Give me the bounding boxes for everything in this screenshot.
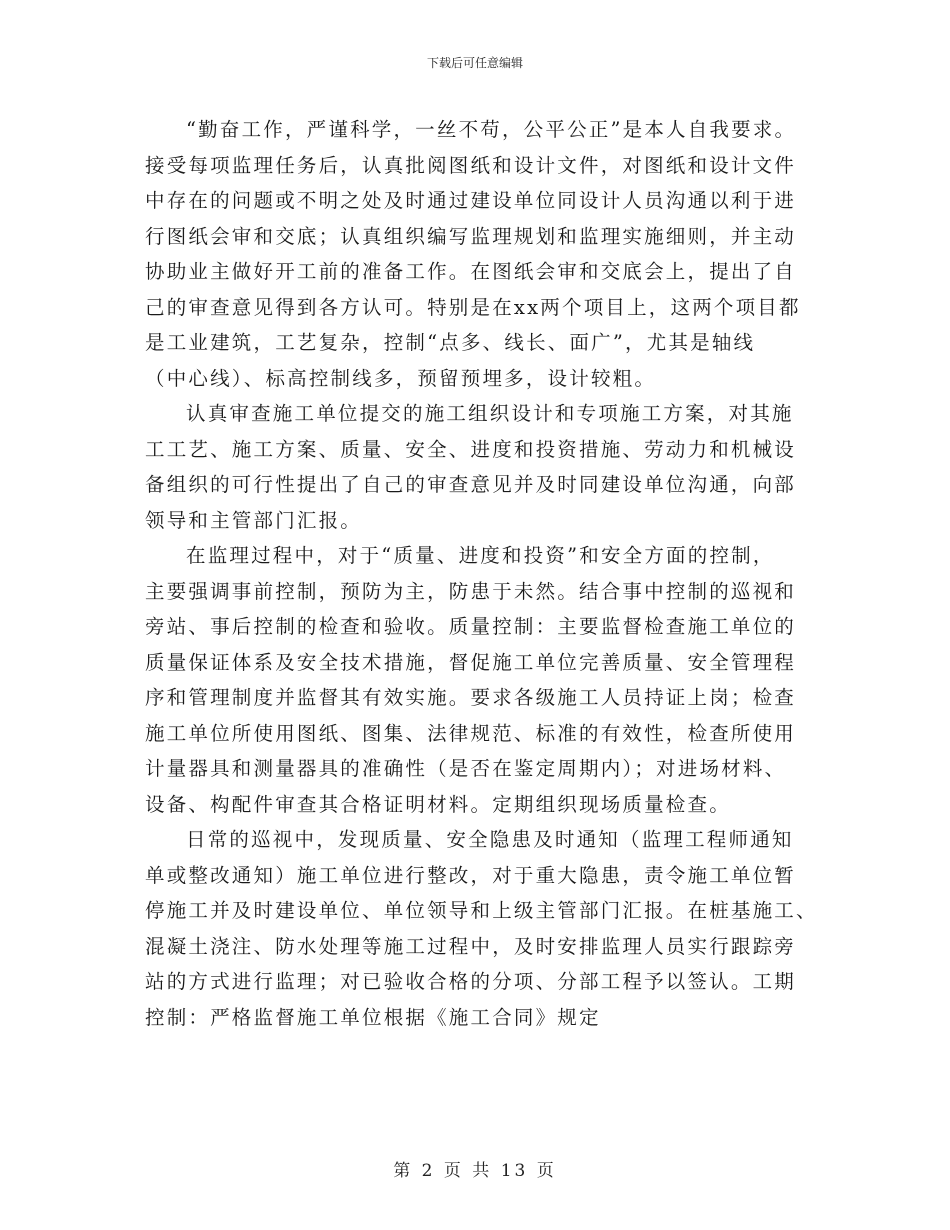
text-line: 日常的巡视中，发现质量、安全隐患及时通知（监理工程师通知 <box>186 828 794 851</box>
text-line: 工工艺、施工方案、质量、安全、进度和投资措施、劳动力和机械设 <box>145 437 797 461</box>
text-line: （中心线）、标高控制线多，预留预埋多，设计较粗。 <box>145 366 657 390</box>
page-number-footer: 第 2 页 共 13 页 <box>393 1161 557 1181</box>
text-line: 混凝土浇注、防水处理等施工过程中，及时安排监理人员实行跟踪旁 <box>145 934 797 958</box>
paragraph-1 <box>145 112 825 396</box>
text-line: 在监理过程中，对于“质量、进度和投资”和安全方面的控制， <box>186 544 775 567</box>
text-line: 领导和主管部门汇报。 <box>145 508 363 532</box>
text-line: 站的方式进行监理；对已验收合格的分项、分部工程予以签认。工期 <box>145 970 797 993</box>
document-body <box>145 112 825 1035</box>
text-line: “勤奋工作，严谨科学，一丝不苟，公平公正”是本人自我要求。 <box>186 118 797 141</box>
text-line: 设备、构配件审查其合格证明材料。定期组织现场质量检查。 <box>145 792 731 816</box>
page-header: 下载后可任意编辑 <box>426 56 523 70</box>
text-line: 施工单位所使用图纸、图集、法律规范、标准的有效性，检查所使用 <box>145 721 797 745</box>
text-line: 序和管理制度并监督其有效实施。要求各级施工人员持证上岗；检查 <box>145 686 797 709</box>
paragraph-3 <box>145 538 825 822</box>
text-line: 停施工并及时建设单位、单位领导和上级主管部门汇报。在桩基施工、 <box>145 899 818 922</box>
paragraph-4 <box>145 822 825 1035</box>
text-line: 旁站、事后控制的检查和验收。质量控制：主要监督检查施工单位的 <box>145 615 797 638</box>
text-line: 主要强调事前控制，预防为主，防患于未然。结合事中控制的巡视和 <box>145 579 797 603</box>
text-line: 质量保证体系及安全技术措施，督促施工单位完善质量、安全管理程 <box>145 650 797 674</box>
text-line: 备组织的可行性提出了自己的审查意见并及时同建设单位沟通，向部 <box>145 473 797 496</box>
text-line: 中存在的问题或不明之处及时通过建设单位同设计人员沟通以利于进 <box>145 189 797 212</box>
text-line: 认真审查施工单位提交的施工组织设计和专项施工方案，对其施 <box>186 402 794 425</box>
text-line: 控制：严格监督施工单位根据《施工合同》规定 <box>145 1005 601 1029</box>
paragraph-2 <box>145 396 825 538</box>
text-line: 协助业主做好开工前的准备工作。在图纸会审和交底会上，提出了自 <box>145 260 797 283</box>
text-line: 单或整改通知）施工单位进行整改，对于重大隐患，责令施工单位暂 <box>145 863 797 887</box>
text-line: 是工业建筑，工艺复杂，控制“点多、线长、面广”，尤其是轴线 <box>145 331 756 354</box>
text-line: 计量器具和测量器具的准确性（是否在鉴定周期内）；对进场材料、 <box>145 757 787 780</box>
text-line: 接受每项监理任务后，认真批阅图纸和设计文件，对图纸和设计文件 <box>145 153 797 177</box>
text-line: 己的审查意见得到各方认可。特别是在xx两个项目上，这两个项目都 <box>145 295 801 319</box>
text-line: 行图纸会审和交底；认真组织编写监理规划和监理实施细则，并主动 <box>145 224 797 248</box>
